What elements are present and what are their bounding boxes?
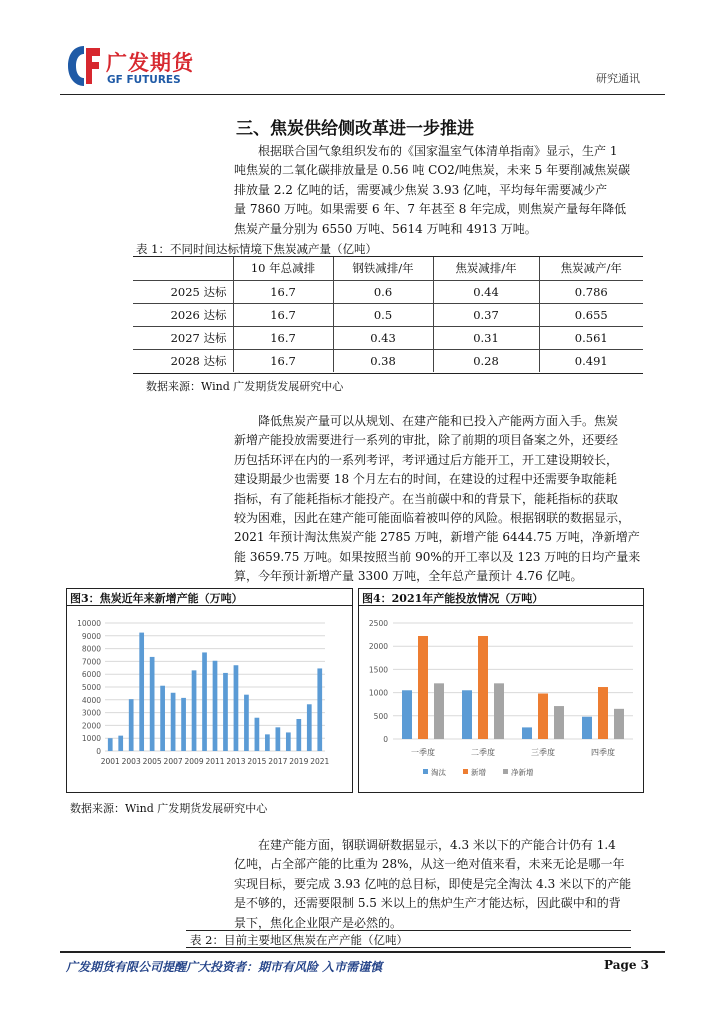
y-tick-label: 10000 <box>77 619 101 628</box>
table-row <box>133 326 643 349</box>
bar <box>255 718 260 751</box>
table-row <box>133 349 643 372</box>
table-cell: 0.655 <box>539 303 643 326</box>
table-row <box>133 280 643 303</box>
paragraph-2-line: 历包括环评在内的一系列考评，考评通过后方能开工，开工建设期较长， <box>234 452 619 467</box>
x-tick-label: 二季度 <box>471 748 495 757</box>
y-tick-label: 5000 <box>81 683 101 692</box>
bar <box>223 673 228 751</box>
y-tick-label: 7000 <box>81 657 101 667</box>
bar <box>434 683 444 739</box>
paragraph-2-line: 指标，有了能耗指标才能投产。在当前碳中和的背景下，能耗指标的获取 <box>234 491 619 506</box>
paragraph-3-line: 实现目标，要完成 3.93 亿吨的总目标，即使是完全淘汰 4.3 米以下的产能 <box>234 876 632 891</box>
bar <box>538 694 548 739</box>
x-tick-label: 2001 <box>100 757 120 766</box>
y-tick-label: 2000 <box>368 642 388 652</box>
x-tick-label: 三季度 <box>531 748 555 757</box>
footer-disclaimer: 广发期货有限公司提醒广大投资者：期市有风险 入市需谨慎 <box>66 960 383 974</box>
section-title: 三、焦炭供给侧改革进一步推进 <box>236 119 474 139</box>
paragraph-1-line: 根据联合国气象组织发布的《国家温室气体清单指南》显示，生产 1 <box>258 144 618 158</box>
bar <box>286 732 291 751</box>
legend-label: 净新增 <box>511 768 534 777</box>
paragraph-3-line: 景下，焦化企业限产是必然的。 <box>234 915 403 930</box>
paragraph-3-line: 是不够的，还需要限制 5.5 米以上的焦炉生产才能达标，因此碳中和的背 <box>234 896 621 911</box>
bar <box>307 704 312 751</box>
footer-rule <box>60 951 665 953</box>
table-cell: 0.44 <box>433 280 539 303</box>
bar <box>160 686 165 751</box>
x-tick-label: 2011 <box>205 757 225 766</box>
table-2-caption: 表 2：目前主要地区焦炭在产产能（亿吨） <box>190 933 408 947</box>
legend-swatch <box>463 769 468 774</box>
bar <box>118 736 123 751</box>
x-tick-label: 一季度 <box>411 748 435 757</box>
paragraph-2 <box>234 412 666 587</box>
paragraph-2-line: 能 3659.75 万吨。如果按照当前 90%的开工率以及 123 万吨的日均产量来 <box>234 549 641 564</box>
y-tick-label: 6000 <box>81 670 101 680</box>
legend-label: 新增 <box>471 768 486 777</box>
y-tick-label: 8000 <box>81 644 101 654</box>
paragraph-1-line: 吨焦炭的二氧化碳排放量是 0.56 吨 CO2/吨焦炭，未来 5 年要削减焦炭碳 <box>234 163 631 178</box>
table-row <box>133 303 643 326</box>
logo-mark-icon <box>66 44 102 88</box>
bar <box>582 717 592 739</box>
bar <box>554 706 564 739</box>
paragraph-2-line: 建设期最少也需要 18 个月左右的时间，在建设的过程中还需要争取能耗 <box>234 472 617 487</box>
bar <box>462 690 472 739</box>
figure-3-title: 图3：焦炭近年来新增产能（万吨） <box>70 592 243 605</box>
table-cell: 2025 达标 <box>170 284 227 299</box>
paragraph-1 <box>234 142 666 239</box>
table-1-header-cell: 钢铁减排/年 <box>333 257 433 280</box>
table-cell: 16.7 <box>233 349 333 372</box>
bar <box>296 719 301 751</box>
table-cell: 0.6 <box>333 280 433 303</box>
header-rule <box>60 94 665 95</box>
y-tick-label: 1000 <box>368 688 388 698</box>
bar <box>202 652 207 751</box>
x-tick-label: 2007 <box>163 757 183 766</box>
table-cell: 16.7 <box>233 280 333 303</box>
bar <box>244 695 249 751</box>
legend-swatch <box>503 769 508 774</box>
table-cell: 0.43 <box>333 326 433 349</box>
figure-4-chart <box>359 607 643 792</box>
bar <box>402 690 412 739</box>
table-cell: 0.491 <box>539 349 643 372</box>
bar <box>150 657 155 751</box>
bar <box>276 727 281 751</box>
bar <box>192 670 197 751</box>
x-tick-label: 2015 <box>247 757 267 766</box>
y-tick-label: 2500 <box>368 619 388 628</box>
figure-3-chart <box>67 607 352 792</box>
bar <box>598 687 608 739</box>
y-tick-label: 9000 <box>81 631 101 641</box>
paragraph-3 <box>234 836 666 933</box>
table-1-source: 数据来源：Wind 广发期货发展研究中心 <box>146 380 344 393</box>
logo-english-text: GF FUTURES <box>107 74 181 86</box>
x-tick-label: 2005 <box>142 757 162 766</box>
x-tick-label: 2021 <box>310 757 330 766</box>
table-cell: 0.786 <box>539 280 643 303</box>
bar <box>317 668 322 751</box>
table-1 <box>133 257 643 372</box>
bar <box>181 698 186 751</box>
paragraph-1-line: 量 7860 万吨。如果需要 6 年、7 年甚至 8 年完成，则焦炭产量每年降低 <box>234 202 627 217</box>
bar <box>129 699 134 751</box>
legend-swatch <box>423 769 428 774</box>
y-tick-label: 4000 <box>81 695 101 705</box>
table-1-header-cell: 10 年总减排 <box>233 257 333 280</box>
bar <box>234 665 239 751</box>
y-tick-label: 1500 <box>368 665 388 675</box>
y-tick-label: 1000 <box>81 734 101 744</box>
figures-source: 数据来源：Wind 广发期货发展研究中心 <box>70 802 268 815</box>
bar <box>171 693 176 751</box>
header-report-type: 研究通讯 <box>596 72 640 85</box>
bar <box>614 709 624 739</box>
x-tick-label: 2003 <box>121 757 141 766</box>
company-logo <box>66 44 206 90</box>
x-tick-label: 四季度 <box>591 748 615 757</box>
figure-4-title: 图4：2021年产能投放情况（万吨） <box>362 592 544 605</box>
table-cell: 16.7 <box>233 303 333 326</box>
legend-label: 淘汰 <box>431 768 446 777</box>
table-cell: 0.28 <box>433 349 539 372</box>
table-cell: 2028 达标 <box>170 353 227 368</box>
page-number: Page 3 <box>604 958 650 972</box>
bar <box>108 738 113 751</box>
table-cell: 2027 达标 <box>170 330 227 345</box>
table-1-header-cell <box>133 257 233 280</box>
y-tick-label: 500 <box>373 711 388 721</box>
y-tick-label: 0 <box>383 735 388 744</box>
paragraph-2-line: 新增产能投放需要进行一系列的审批，除了前期的项目备案之外，还要经 <box>234 433 619 448</box>
bar <box>478 636 488 739</box>
paragraph-2-line: 2021 年预计淘汰焦炭产能 2785 万吨，新增产能 6444.75 万吨，净新增产 <box>234 530 640 545</box>
y-tick-label: 0 <box>96 747 101 756</box>
table-cell: 2026 达标 <box>170 307 227 322</box>
bar <box>418 636 428 739</box>
bar <box>494 683 504 739</box>
table-cell: 0.31 <box>433 326 539 349</box>
bar <box>213 661 218 751</box>
table-2-bottom-rule <box>186 947 631 948</box>
table-cell: 0.38 <box>333 349 433 372</box>
table-1-header-cell: 焦炭减产/年 <box>539 257 643 280</box>
x-tick-label: 2019 <box>289 757 309 766</box>
table-1-header-cell: 焦炭减排/年 <box>433 257 539 280</box>
table-cell: 16.7 <box>233 326 333 349</box>
table-1-caption: 表 1：不同时间达标情境下焦炭减产量（亿吨） <box>136 242 377 256</box>
logo-chinese-text: 广发期货 <box>106 51 194 75</box>
y-tick-label: 2000 <box>81 721 101 731</box>
table-1-header-row <box>133 257 643 280</box>
paragraph-3-line: 在建产能方面，钢联调研数据显示，4.3 米以下的产能合计仍有 1.4 <box>258 838 616 852</box>
table-cell: 0.5 <box>333 303 433 326</box>
paragraph-2-line: 较为困难，因此在建产能可能面临着被叫停的风险。根据钢联的数据显示， <box>234 511 631 526</box>
paragraph-2-line: 降低焦炭产量可以从规划、在建产能和已投入产能两方面入手。焦炭 <box>258 414 619 428</box>
bar <box>522 727 532 739</box>
bar <box>265 734 270 751</box>
x-tick-label: 2009 <box>184 757 204 766</box>
paragraph-1-line: 排放量 2.2 亿吨的话，需要减少焦炭 3.93 亿吨，平均每年需要减少产 <box>234 182 608 197</box>
y-tick-label: 3000 <box>81 708 101 718</box>
paragraph-3-line: 亿吨，占全部产能的比重为 28%，从这一绝对值来看，未来无论是哪一年 <box>234 857 625 872</box>
table-1-bottom-rule <box>133 373 643 374</box>
paragraph-1-line: 焦炭产量分别为 6550 万吨、5614 万吨和 4913 万吨。 <box>234 221 537 236</box>
table-2-top-rule <box>186 930 631 931</box>
paragraph-2-line: 算，今年预计新增产量 3300 万吨，全年总产量预计 4.76 亿吨。 <box>234 569 583 584</box>
bar <box>139 633 144 751</box>
table-cell: 0.561 <box>539 326 643 349</box>
x-tick-label: 2017 <box>268 757 288 766</box>
x-tick-label: 2013 <box>226 757 246 766</box>
table-cell: 0.37 <box>433 303 539 326</box>
